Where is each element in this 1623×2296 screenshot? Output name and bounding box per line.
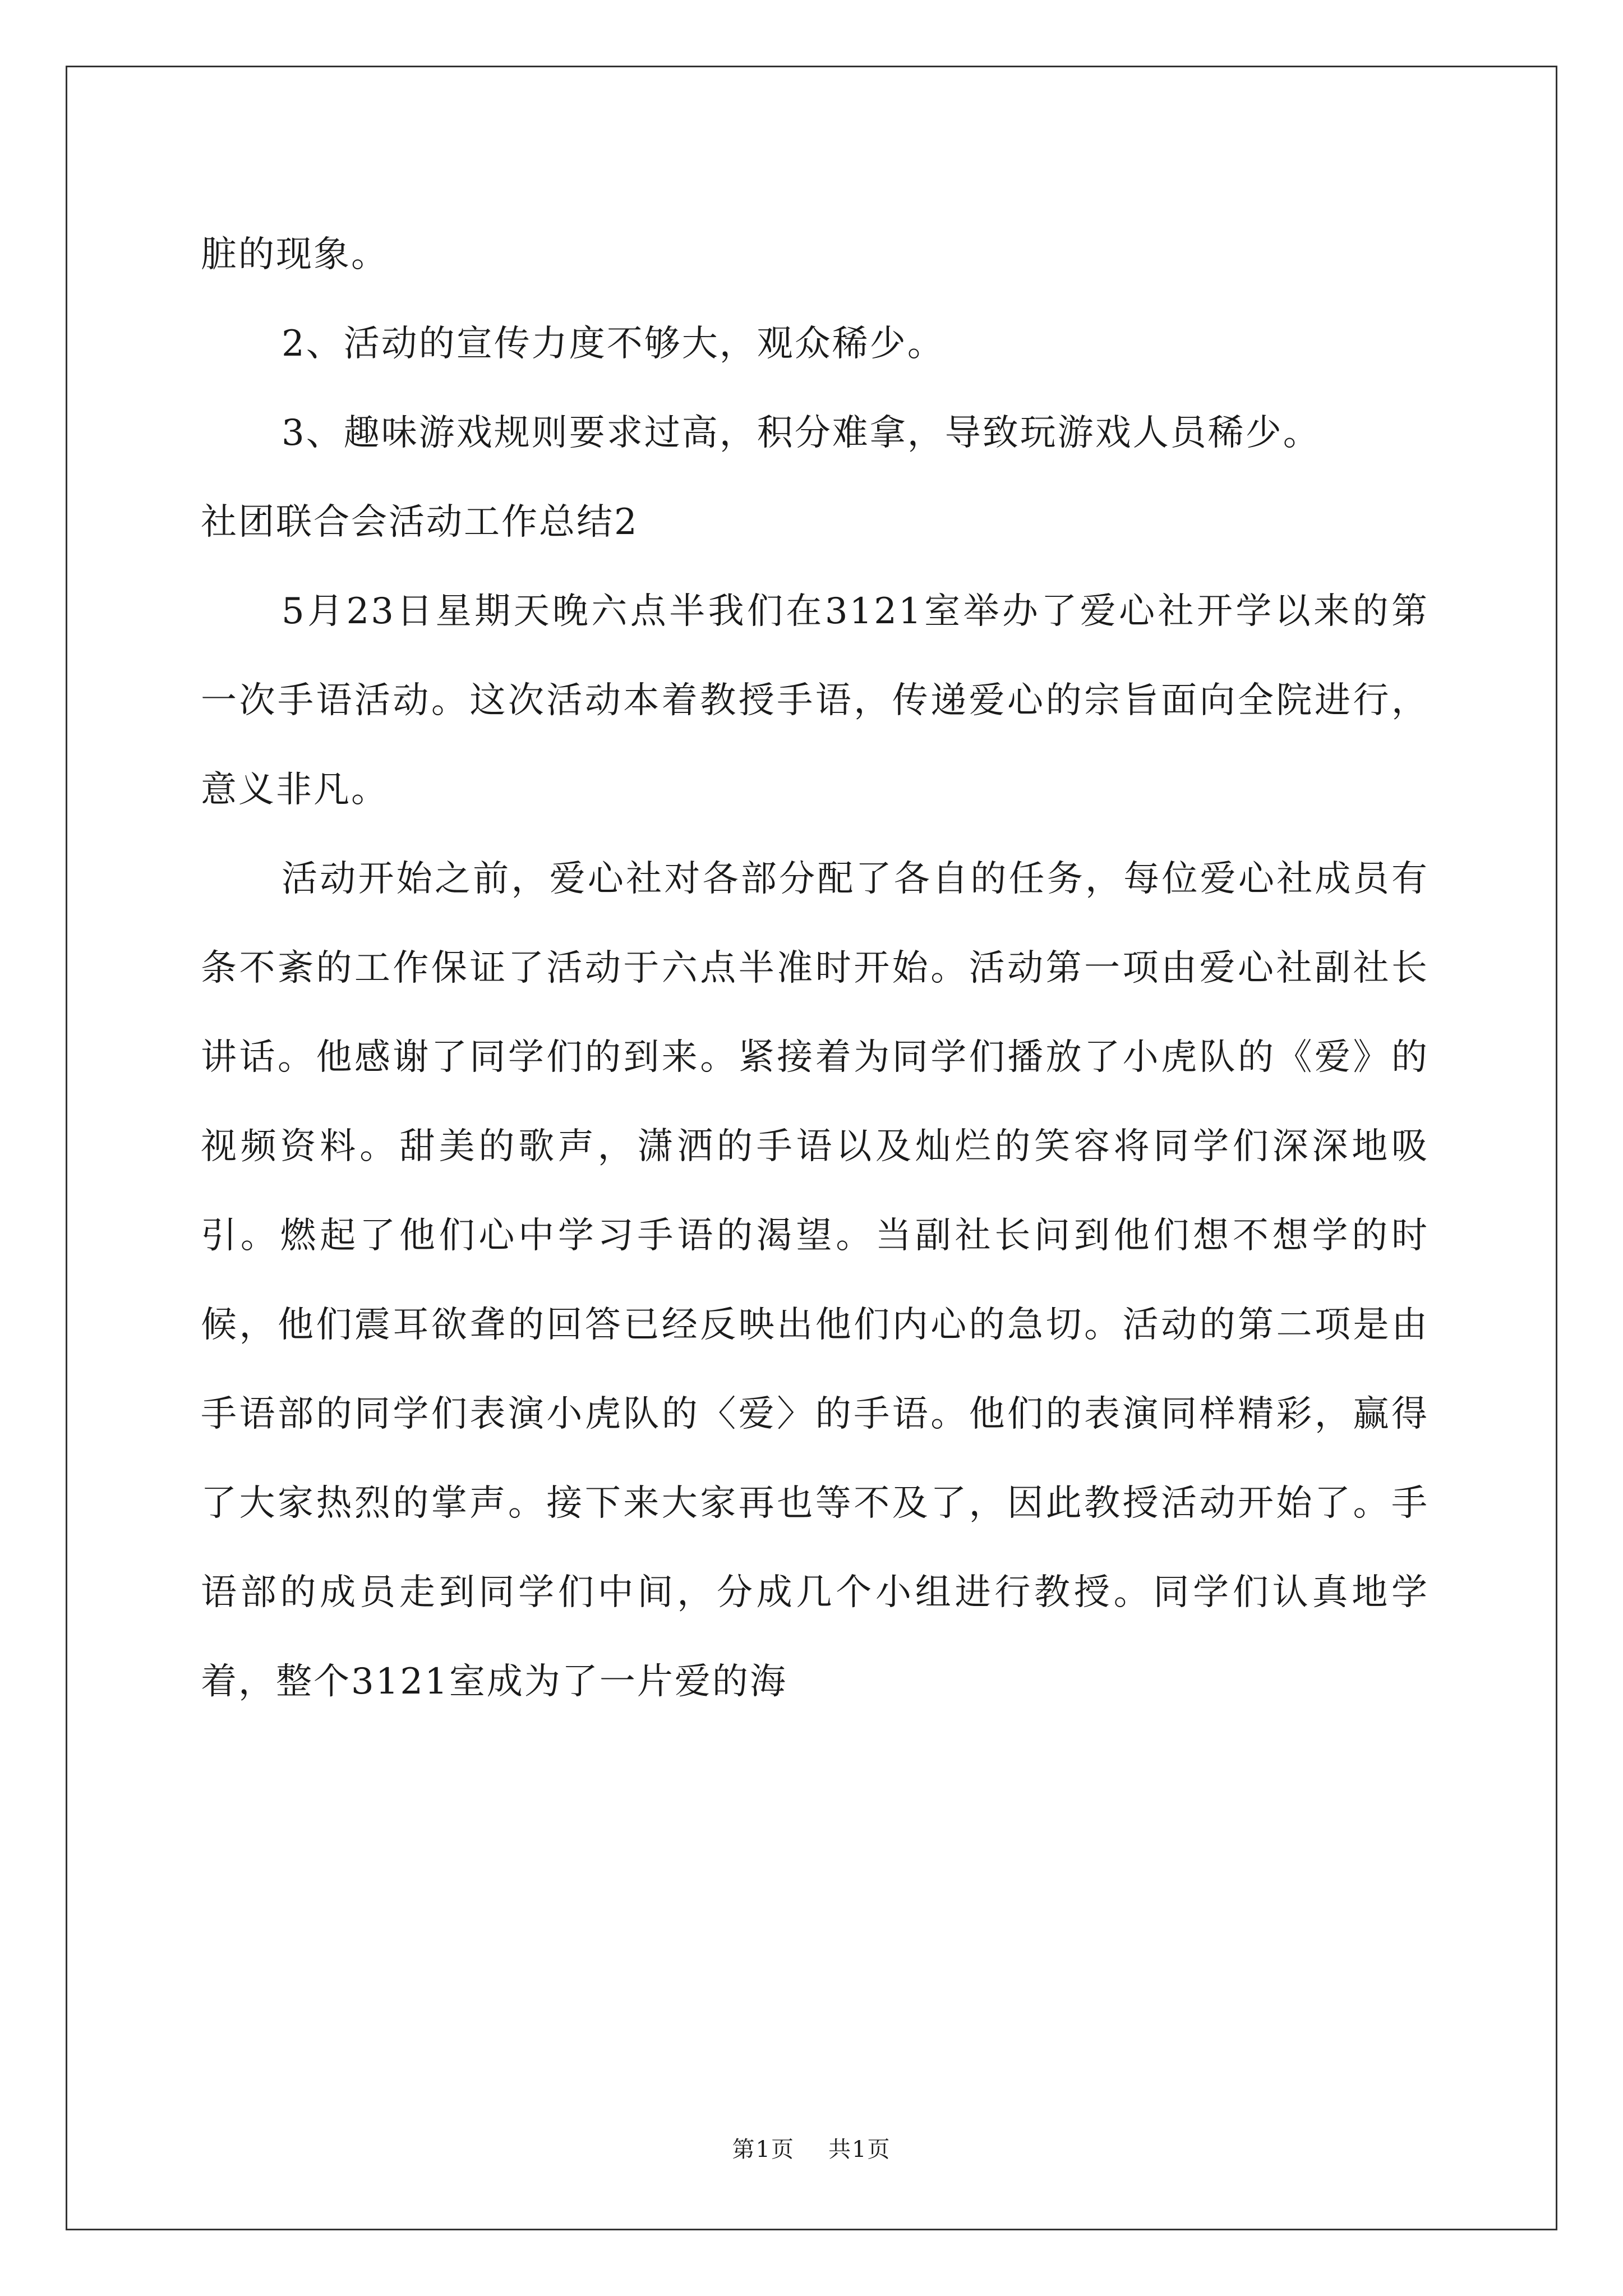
page-number: 第1页 <box>732 2137 795 2162</box>
paragraph-intro: 5月23日星期天晚六点半我们在3121室举办了爱心社开学以来的第一次手语活动。这次活动本着教授手语，传递爱心的宗旨面向全院进行，意义非凡。 <box>201 591 1429 811</box>
page-footer <box>0 2136 1623 2163</box>
paragraph-item-2: 2、活动的宣传力度不够大，观众稀少。 <box>282 323 945 365</box>
paragraph-continuation: 脏的现象。 <box>201 234 389 275</box>
paragraph-item-3: 3、趣味游戏规则要求过高，积分难拿，导致玩游戏人员稀少。 <box>282 412 1321 454</box>
document-body <box>201 210 1429 1727</box>
paragraph-body: 活动开始之前，爱心社对各部分配了各自的任务，每位爱心社成员有条不紊的工作保证了活动于六点半准时开始。活动第一项由爱心社副社长讲话。他感谢了同学们的到来。紧接着为同学们播放了小虎队的《爱》的视频资料。甜美的歌声，潇洒的手语以及灿烂的笑容将同学们深深地吸引。燃起了他们心中学习手语的渴望。当副社长问到他们想不想学的时候，他们震耳欲聋的回答已经反映出他们内心的急切。活动的第二项是由手语部的同学们表演小虎队的〈爱〉的手语。他们的表演同样精彩，赢得了大家热烈的掌声。接下来大家再也等不及了，因此教授活动开始了。手语部的成员走到同学们中间，分成几个小组进行教授。同学们认真地学着，整个3121室成为了一片爱的海 <box>201 858 1429 1703</box>
page-total: 共1页 <box>828 2137 891 2162</box>
section-heading: 社团联合会活动工作总结2 <box>201 501 639 543</box>
